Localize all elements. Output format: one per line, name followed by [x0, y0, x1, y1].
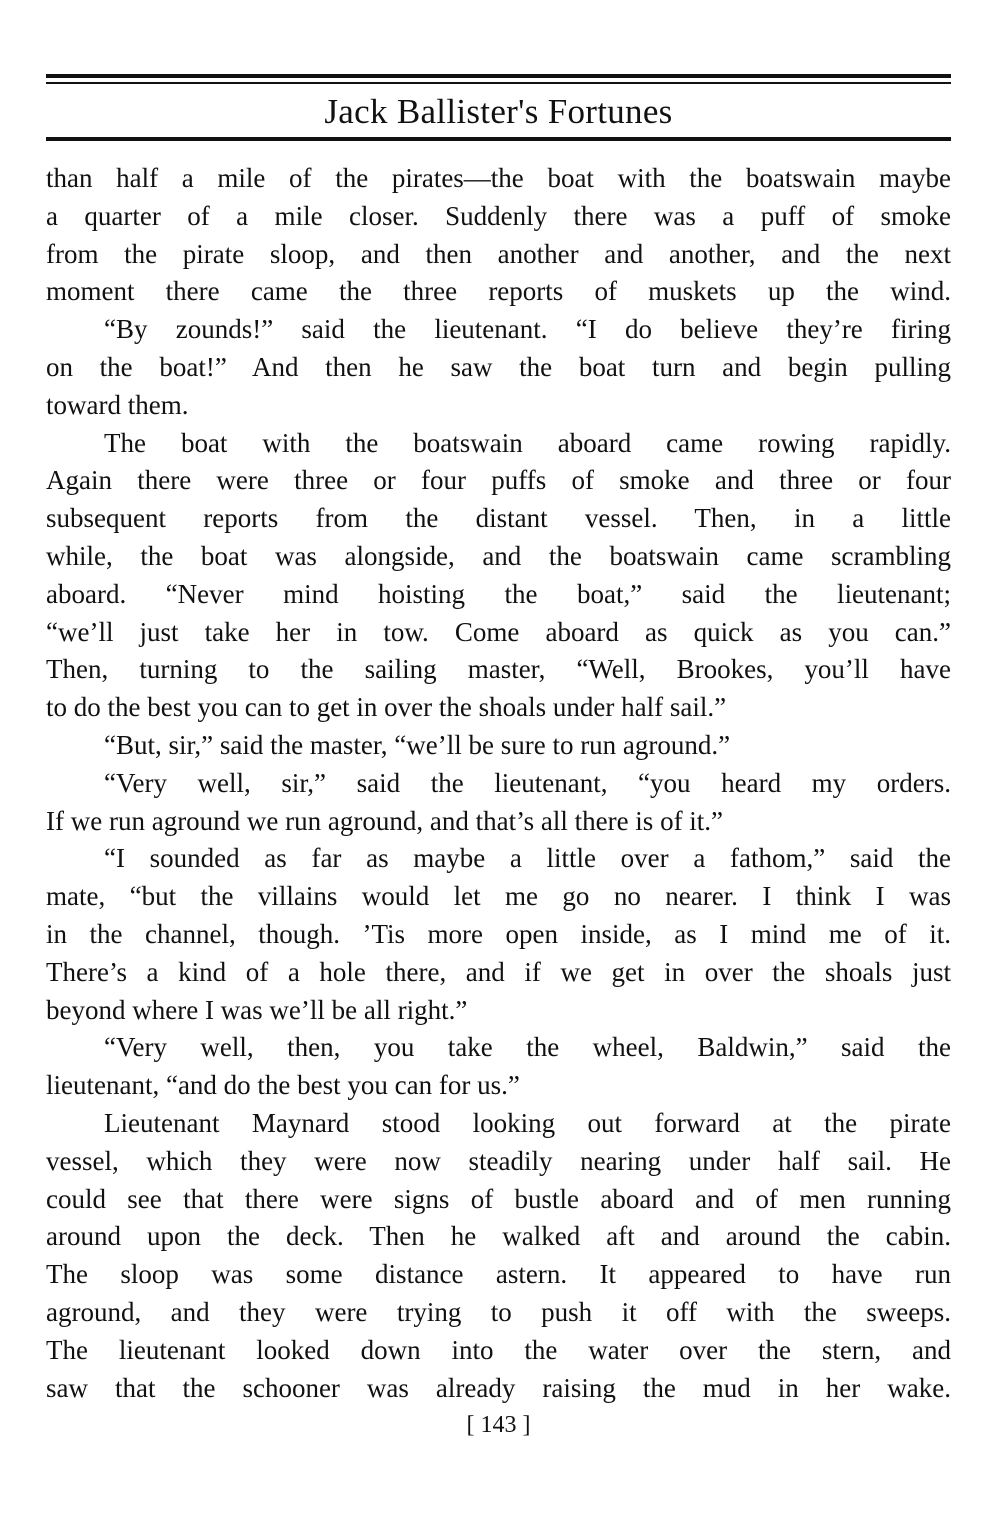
- text-line: on the boat!” And then he saw the boat turn and begin pulling: [46, 351, 951, 382]
- text-line: If we run aground we run aground, and that’s all there is of it.”: [46, 805, 724, 836]
- text-line: “Very well, then, you take the wheel, Baldwin,” said the: [104, 1032, 951, 1063]
- text-line: lieutenant, “and do the best you can for us.”: [46, 1070, 520, 1101]
- text-line: Again there were three or four puffs of smoke and three or four: [46, 465, 951, 496]
- text-line: The sloop was some distance astern. It appeared to have run: [46, 1259, 951, 1290]
- text-line: while, the boat was alongside, and the boatswain came scrambling: [46, 540, 951, 571]
- text-line: subsequent reports from the distant vessel. Then, in a little: [46, 503, 951, 534]
- text-line: The boat with the boatswain aboard came rowing rapidly.: [104, 427, 951, 458]
- text-line: saw that the schooner was already raising the mud in her wake.: [46, 1372, 951, 1403]
- running-head-title: Jack Ballister's Fortunes: [324, 92, 673, 131]
- text-line: “we’ll just take her in tow. Come aboard as quick as you can.”: [46, 616, 951, 647]
- text-line: Lieutenant Maynard stood looking out forward at the pirate: [104, 1107, 951, 1138]
- text-line: from the pirate sloop, and then another and another, and the next: [46, 238, 951, 269]
- text-line: “By zounds!” said the lieutenant. “I do believe they’re firing: [104, 314, 951, 345]
- text-line: “But, sir,” said the master, “we’ll be sure to run aground.”: [104, 729, 731, 760]
- text-line: could see that there were signs of bustle aboard and of men running: [46, 1183, 951, 1214]
- text-line: Then, turning to the sailing master, “Well, Brookes, you’ll have: [46, 654, 951, 685]
- header-rule-thin: [46, 82, 951, 84]
- header-rule-thick: [46, 74, 951, 78]
- text-line: in the channel, though. ’Tis more open inside, as I mind me of it.: [46, 918, 951, 949]
- text-line: beyond where I was we’ll be all right.”: [46, 994, 468, 1025]
- book-page: [46, 0, 951, 1526]
- text-line: to do the best you can to get in over the shoals under half sail.”: [46, 692, 727, 723]
- text-line: aboard. “Never mind hoisting the boat,” said the lieutenant;: [46, 578, 951, 609]
- text-line: than half a mile of the pirates—the boat with the boatswain maybe: [46, 163, 951, 193]
- body-text: [46, 160, 951, 1407]
- page-number: [ 143 ]: [466, 1412, 531, 1438]
- text-line: around upon the deck. Then he walked aft and around the cabin.: [46, 1221, 951, 1252]
- text-line: moment there came the three reports of muskets up the wind.: [46, 276, 951, 307]
- text-line: “Very well, sir,” said the lieutenant, “you heard my orders.: [104, 767, 951, 798]
- text-line: mate, “but the villains would let me go no nearer. I think I was: [46, 881, 951, 912]
- text-line: toward them.: [46, 389, 189, 420]
- header-rule-bottom: [46, 137, 951, 141]
- text-line: aground, and they were trying to push it off with the sweeps.: [46, 1296, 951, 1327]
- text-line: a quarter of a mile closer. Suddenly there was a puff of smoke: [46, 200, 951, 231]
- text-line: “I sounded as far as maybe a little over a fathom,” said the: [104, 843, 951, 874]
- text-line: vessel, which they were now steadily nearing under half sail. He: [46, 1145, 951, 1176]
- text-line: The lieutenant looked down into the water over the stern, and: [46, 1334, 951, 1365]
- text-line: There’s a kind of a hole there, and if we get in over the shoals just: [46, 956, 951, 987]
